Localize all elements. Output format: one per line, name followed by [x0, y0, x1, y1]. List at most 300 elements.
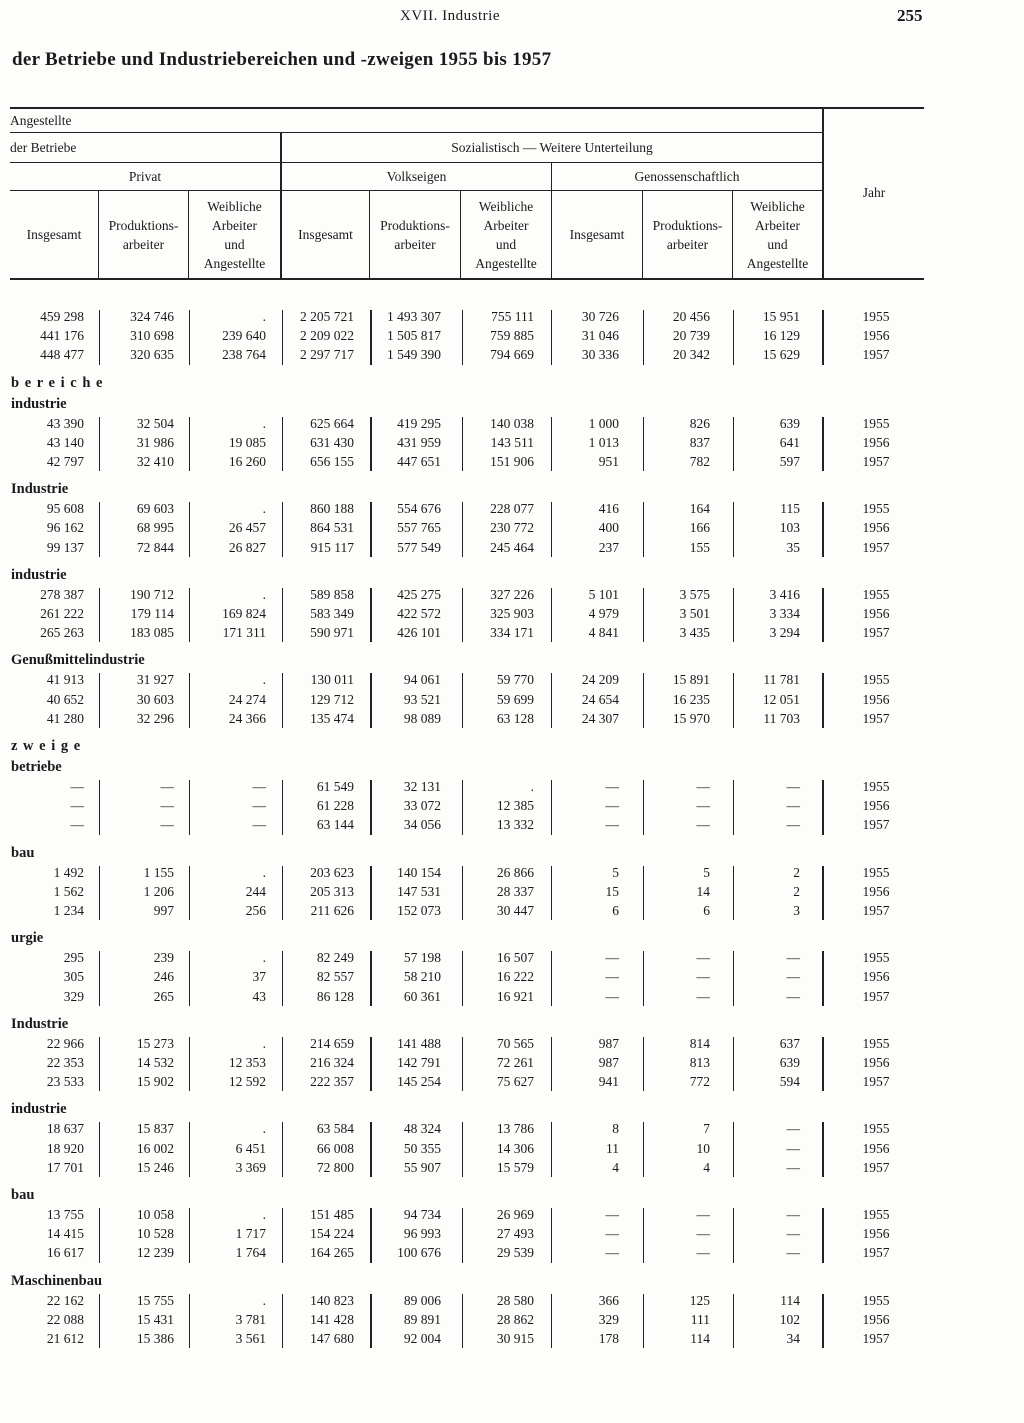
- table-cell: 15 629: [762, 347, 800, 363]
- column-separator: [643, 780, 644, 835]
- column-separator: [643, 1122, 644, 1177]
- table-cell: 320 635: [130, 347, 174, 363]
- table-cell: 155: [689, 539, 710, 555]
- section-label: industrie: [11, 1101, 67, 1118]
- table-cell: 10: [696, 1140, 710, 1156]
- table-row: [0, 1312, 1024, 1331]
- table-cell: 12 239: [136, 1245, 174, 1261]
- table-cell: .: [262, 1035, 266, 1051]
- table-cell: —: [786, 817, 800, 833]
- table-row: [0, 817, 1024, 836]
- column-separator: [99, 588, 100, 643]
- table-cell: 66 008: [316, 1140, 354, 1156]
- table-cell: 96 993: [403, 1226, 441, 1242]
- table-cell: 32 131: [403, 779, 441, 794]
- table-cell: 178: [598, 1331, 619, 1346]
- table-cell: 594: [779, 1074, 800, 1090]
- table-cell: 147 680: [310, 1331, 354, 1346]
- table-cell: 425 275: [397, 586, 441, 602]
- col-header: Produktions- arbeiter: [108, 217, 179, 252]
- year-cell: 1955: [862, 1121, 890, 1137]
- year-cell: 1955: [862, 1207, 890, 1222]
- table-cell: 1 562: [53, 883, 84, 899]
- table-cell: 95 608: [46, 501, 84, 517]
- table-cell: 24 654: [581, 691, 619, 707]
- table-cell: 12 353: [228, 1055, 266, 1070]
- table-cell: 265 263: [40, 625, 84, 641]
- table-cell: 366: [598, 1292, 619, 1308]
- table-cell: 422 572: [397, 606, 441, 621]
- table-cell: 26 969: [496, 1207, 534, 1222]
- column-separator: [462, 1208, 463, 1263]
- table-cell: —: [605, 988, 619, 1004]
- table-cell: 590 971: [310, 625, 354, 641]
- table-cell: 10 528: [136, 1226, 174, 1242]
- table-cell: 3 435: [679, 625, 710, 641]
- table-cell: —: [70, 817, 84, 833]
- table-cell: 72 800: [316, 1159, 354, 1175]
- table-cell: 245 464: [490, 539, 534, 555]
- table-row: [0, 625, 1024, 644]
- table-cell: 82 557: [316, 969, 354, 985]
- table-cell: 10 058: [136, 1207, 174, 1222]
- table-cell: .: [262, 1207, 266, 1222]
- table-cell: 16 507: [496, 950, 534, 966]
- col-header: Insgesamt: [26, 227, 82, 242]
- table-cell: —: [605, 817, 619, 833]
- table-cell: 82 249: [316, 950, 354, 966]
- year-cell: 1956: [862, 1311, 890, 1327]
- table-cell: 31 046: [581, 328, 619, 344]
- year-cell: 1956: [862, 1055, 890, 1070]
- table-cell: 26 866: [496, 864, 534, 880]
- table-row: [0, 1293, 1024, 1312]
- col-header: Weibliche Arbeiter und Angestellte: [475, 198, 537, 271]
- year-cell: 1955: [862, 779, 890, 794]
- table-cell: 43: [252, 988, 266, 1004]
- table-cell: 15 970: [672, 710, 710, 726]
- table-cell: 20 456: [672, 309, 710, 324]
- column-separator: [643, 866, 644, 921]
- table-cell: 19 085: [228, 434, 266, 450]
- column-separator: [99, 1208, 100, 1263]
- table-cell: .: [262, 1292, 266, 1308]
- table-cell: 16 260: [228, 454, 266, 469]
- year-cell: 1955: [862, 950, 890, 966]
- table-cell: 1 492: [53, 864, 84, 880]
- column-separator: [189, 1122, 190, 1177]
- column-separator: [733, 780, 734, 835]
- table-cell: 98 089: [403, 710, 441, 726]
- table-cell: —: [605, 779, 619, 794]
- table-cell: 4: [612, 1159, 619, 1175]
- year-cell: 1955: [862, 501, 890, 517]
- header-volkseigen: Volkseigen: [386, 169, 447, 184]
- column-separator: [733, 1208, 734, 1263]
- table-cell: 826: [689, 415, 710, 431]
- header-angestellte: Angestellte: [10, 113, 72, 128]
- table-row: [0, 865, 1024, 884]
- table-row: [0, 1207, 1024, 1226]
- table-cell: 441 176: [40, 328, 84, 344]
- table-cell: 43 390: [46, 415, 84, 431]
- header-jahr: Jahr: [862, 184, 886, 200]
- table-cell: 28 337: [496, 883, 534, 899]
- table-cell: .: [262, 1121, 266, 1137]
- column-separator: [370, 866, 372, 921]
- table-cell: 145 254: [397, 1074, 441, 1090]
- table-cell: 24 307: [581, 710, 619, 726]
- table-cell: .: [530, 779, 534, 794]
- table-cell: —: [605, 1226, 619, 1242]
- column-separator: [733, 417, 734, 472]
- table-cell: 265: [153, 988, 174, 1004]
- table-cell: 238 764: [222, 347, 266, 363]
- table-cell: 324 746: [130, 309, 174, 324]
- table-cell: 239: [153, 950, 174, 966]
- table-cell: 772: [689, 1074, 710, 1090]
- column-separator: [551, 502, 552, 557]
- table-row: [0, 1141, 1024, 1160]
- table-cell: 416: [598, 501, 619, 517]
- column-separator: [99, 1037, 100, 1092]
- year-cell: 1955: [862, 415, 890, 431]
- table-cell: —: [252, 779, 266, 794]
- table-cell: 211 626: [310, 903, 354, 918]
- table-cell: 3 561: [235, 1331, 266, 1346]
- table-cell: 15 755: [136, 1292, 174, 1308]
- table-cell: .: [262, 864, 266, 880]
- table-row: [0, 606, 1024, 625]
- section-label: Maschinenbau: [11, 1272, 103, 1289]
- table-cell: 29 539: [496, 1245, 534, 1261]
- column-separator: [370, 673, 372, 728]
- table-cell: 1 549 390: [387, 347, 441, 363]
- table-row: [0, 1055, 1024, 1074]
- table-cell: 18 920: [46, 1140, 84, 1156]
- year-cell: 1957: [862, 988, 890, 1004]
- table-cell: 63 128: [496, 710, 534, 726]
- table-cell: 15 902: [136, 1074, 174, 1090]
- table-cell: 244: [245, 883, 266, 899]
- header-sozialistisch: Sozialistisch — Weitere Unterteilung: [451, 140, 653, 155]
- column-separator: [822, 780, 824, 835]
- table-cell: 125: [689, 1292, 710, 1308]
- table-cell: 3: [793, 903, 800, 918]
- table-cell: 1 206: [143, 883, 174, 899]
- column-separator: [370, 1294, 372, 1349]
- table-cell: 31 986: [136, 434, 174, 450]
- column-separator: [462, 1122, 463, 1177]
- table-cell: 171 311: [222, 625, 266, 641]
- table-cell: 86 128: [316, 988, 354, 1004]
- table-cell: 14: [696, 883, 710, 899]
- table-cell: —: [605, 1207, 619, 1222]
- table-cell: 21 612: [46, 1331, 84, 1346]
- table-cell: 400: [598, 520, 619, 536]
- table-cell: 169 824: [222, 606, 266, 621]
- table-cell: 239 640: [222, 328, 266, 344]
- table-cell: 631 430: [310, 434, 354, 450]
- column-separator: [462, 588, 463, 643]
- column-separator: [822, 588, 824, 643]
- section-label: z w e i g e: [11, 738, 82, 754]
- table-cell: 637: [779, 1035, 800, 1051]
- table-cell: 327 226: [490, 586, 534, 602]
- column-separator: [643, 951, 644, 1006]
- table-cell: 915 117: [310, 539, 354, 555]
- column-separator: [370, 780, 372, 835]
- column-separator: [822, 1122, 824, 1177]
- table-cell: 426 101: [397, 625, 441, 641]
- column-separator: [551, 1294, 552, 1349]
- table-cell: 597: [779, 454, 800, 469]
- column-separator: [282, 866, 283, 921]
- column-separator: [282, 673, 283, 728]
- table-cell: 89 891: [403, 1311, 441, 1327]
- table-cell: 28 580: [496, 1292, 534, 1308]
- table-cell: 1 155: [143, 864, 174, 880]
- table-cell: 41 280: [46, 710, 84, 726]
- year-cell: 1956: [862, 520, 890, 536]
- table-cell: 1 493 307: [387, 309, 441, 324]
- column-separator: [551, 1208, 552, 1263]
- table-cell: 256: [245, 903, 266, 918]
- column-separator: [733, 951, 734, 1006]
- column-separator: [189, 1208, 190, 1263]
- table-cell: 3 575: [679, 586, 710, 602]
- table-row: [0, 692, 1024, 711]
- column-separator: [282, 1037, 283, 1092]
- column-separator: [282, 588, 283, 643]
- table-cell: 329: [63, 988, 84, 1004]
- table-cell: —: [786, 1159, 800, 1175]
- table-cell: 554 676: [397, 501, 441, 517]
- table-cell: 141 428: [310, 1311, 354, 1327]
- column-separator: [551, 951, 552, 1006]
- table-row: [0, 540, 1024, 559]
- table-cell: —: [696, 1245, 710, 1261]
- table-cell: 143 511: [490, 434, 534, 450]
- table-cell: 8: [612, 1121, 619, 1137]
- column-separator: [733, 866, 734, 921]
- table-cell: 32 410: [136, 454, 174, 469]
- table-cell: 278 387: [40, 586, 84, 602]
- column-separator: [99, 951, 100, 1006]
- table-cell: 18 637: [46, 1121, 84, 1137]
- table-row: [0, 950, 1024, 969]
- column-separator: [822, 673, 824, 728]
- table-row: [0, 309, 1024, 328]
- section-label: bau: [11, 1187, 35, 1203]
- table-cell: 2: [793, 864, 800, 880]
- table-cell: —: [70, 779, 84, 794]
- year-cell: 1956: [862, 1140, 890, 1156]
- year-cell: 1957: [862, 1331, 890, 1346]
- table-row: [0, 587, 1024, 606]
- table-row: [0, 454, 1024, 473]
- table-cell: 15 951: [762, 309, 800, 324]
- table-cell: 114: [780, 1292, 800, 1308]
- table-cell: 951: [598, 454, 619, 469]
- table-cell: 216 324: [310, 1055, 354, 1070]
- table-row: [0, 1331, 1024, 1350]
- table-cell: .: [262, 586, 266, 602]
- table-cell: 205 313: [310, 883, 354, 899]
- column-separator: [462, 866, 463, 921]
- table-cell: 60 361: [403, 988, 441, 1004]
- table-cell: 13 786: [496, 1121, 534, 1137]
- column-separator: [551, 310, 552, 365]
- table-row: [0, 1036, 1024, 1055]
- table-cell: 43 140: [46, 434, 84, 450]
- table-cell: 75 627: [496, 1074, 534, 1090]
- table-cell: 164: [689, 501, 710, 517]
- table-cell: 68 995: [136, 520, 174, 536]
- table-cell: 70 565: [496, 1035, 534, 1051]
- year-cell: 1955: [862, 864, 890, 880]
- table-cell: 135 474: [310, 710, 354, 726]
- table-cell: 4: [703, 1159, 710, 1175]
- column-separator: [370, 588, 372, 643]
- table-cell: —: [160, 817, 174, 833]
- table-row: [0, 903, 1024, 922]
- table-cell: 93 521: [403, 691, 441, 707]
- header-genossenschaftlich: Genossenschaftlich: [634, 169, 740, 184]
- table-cell: 34 056: [403, 817, 441, 833]
- table-cell: 114: [690, 1331, 710, 1346]
- column-separator: [822, 310, 824, 365]
- table-cell: 334 171: [490, 625, 534, 641]
- column-separator: [462, 1294, 463, 1349]
- table-row: [0, 884, 1024, 903]
- column-separator: [551, 780, 552, 835]
- table-cell: 166: [689, 520, 710, 536]
- table-cell: 16 617: [46, 1245, 84, 1261]
- table-cell: 228 077: [490, 501, 534, 517]
- table-cell: —: [696, 1207, 710, 1222]
- table-cell: 130 011: [310, 672, 354, 688]
- table-cell: 814: [689, 1035, 710, 1051]
- table-cell: 96 162: [46, 520, 84, 536]
- table-cell: 24 209: [581, 672, 619, 688]
- table-cell: 58 210: [403, 969, 441, 985]
- table-cell: 5: [703, 864, 710, 880]
- table-cell: 32 296: [136, 710, 174, 726]
- table-cell: 3 781: [235, 1311, 266, 1327]
- table-cell: 22 088: [46, 1311, 84, 1327]
- column-separator: [370, 1122, 372, 1177]
- table-cell: 94 061: [403, 672, 441, 688]
- table-cell: 864 531: [310, 520, 354, 536]
- page-title: der Betriebe und Industriebereichen und -zweigen 1955 bis 1957: [12, 49, 552, 70]
- table-row: [0, 435, 1024, 454]
- table-cell: 15 579: [496, 1159, 534, 1175]
- table-cell: 759 885: [490, 328, 534, 344]
- column-separator: [822, 866, 824, 921]
- table-cell: 129 712: [310, 691, 354, 707]
- table-cell: 24 274: [228, 691, 266, 707]
- section-label: urgie: [11, 930, 44, 947]
- table-cell: 11 781: [763, 672, 800, 688]
- table-cell: —: [786, 1245, 800, 1261]
- table-cell: 35: [786, 539, 800, 555]
- table-cell: 141 488: [397, 1035, 441, 1051]
- table-cell: 40 652: [46, 691, 84, 707]
- column-separator: [643, 1037, 644, 1092]
- table-cell: —: [160, 779, 174, 794]
- column-separator: [462, 1037, 463, 1092]
- table-cell: 12 592: [228, 1074, 266, 1090]
- table-cell: .: [262, 415, 266, 431]
- table-cell: 755 111: [491, 309, 534, 324]
- table-cell: 1 717: [235, 1226, 266, 1242]
- column-separator: [370, 310, 372, 365]
- column-separator: [733, 588, 734, 643]
- table-row: [0, 969, 1024, 988]
- table-cell: 448 477: [40, 347, 84, 363]
- year-cell: 1957: [862, 347, 890, 363]
- table-row: [0, 711, 1024, 730]
- column-separator: [99, 502, 100, 557]
- column-separator: [99, 673, 100, 728]
- table-cell: 14 532: [136, 1055, 174, 1070]
- table-cell: .: [262, 309, 266, 324]
- section-label: b e r e i c h e: [11, 374, 104, 391]
- table-cell: 419 295: [397, 415, 441, 431]
- table-cell: 14 306: [496, 1140, 534, 1156]
- column-separator: [462, 673, 463, 728]
- table-row: [0, 347, 1024, 366]
- column-separator: [643, 417, 644, 472]
- table-cell: 6: [703, 903, 710, 918]
- table-cell: 92 004: [403, 1331, 441, 1346]
- table-cell: 13 332: [496, 817, 534, 833]
- table-cell: 987: [598, 1055, 619, 1070]
- table-row: [0, 672, 1024, 691]
- year-cell: 1957: [862, 1074, 890, 1090]
- table-cell: 15: [605, 883, 619, 899]
- table-cell: 813: [689, 1055, 710, 1070]
- table-cell: 246: [153, 969, 174, 985]
- column-separator: [462, 951, 463, 1006]
- column-separator: [643, 310, 644, 365]
- table-row: [0, 1226, 1024, 1245]
- col-header: Insgesamt: [298, 227, 353, 242]
- header-privat: Privat: [128, 169, 162, 184]
- table-cell: 111: [690, 1311, 710, 1327]
- table-cell: 3 294: [769, 625, 800, 641]
- table-cell: .: [262, 501, 266, 517]
- table-cell: 63 144: [316, 817, 354, 833]
- table-cell: 15 273: [136, 1035, 174, 1051]
- table-cell: 782: [689, 454, 710, 469]
- table-cell: 164 265: [310, 1245, 354, 1261]
- column-separator: [643, 673, 644, 728]
- table-cell: —: [605, 1245, 619, 1261]
- table-cell: 183 085: [130, 625, 174, 641]
- table-cell: 152 073: [397, 903, 441, 918]
- year-cell: 1955: [862, 1292, 890, 1308]
- table-cell: 27 493: [496, 1226, 534, 1242]
- column-separator: [282, 780, 283, 835]
- running-head: XVII. Industrie: [400, 8, 500, 24]
- table-cell: —: [696, 969, 710, 985]
- table-cell: 310 698: [130, 328, 174, 344]
- column-separator: [99, 310, 100, 365]
- column-separator: [189, 417, 190, 472]
- table-cell: 4 841: [588, 625, 619, 641]
